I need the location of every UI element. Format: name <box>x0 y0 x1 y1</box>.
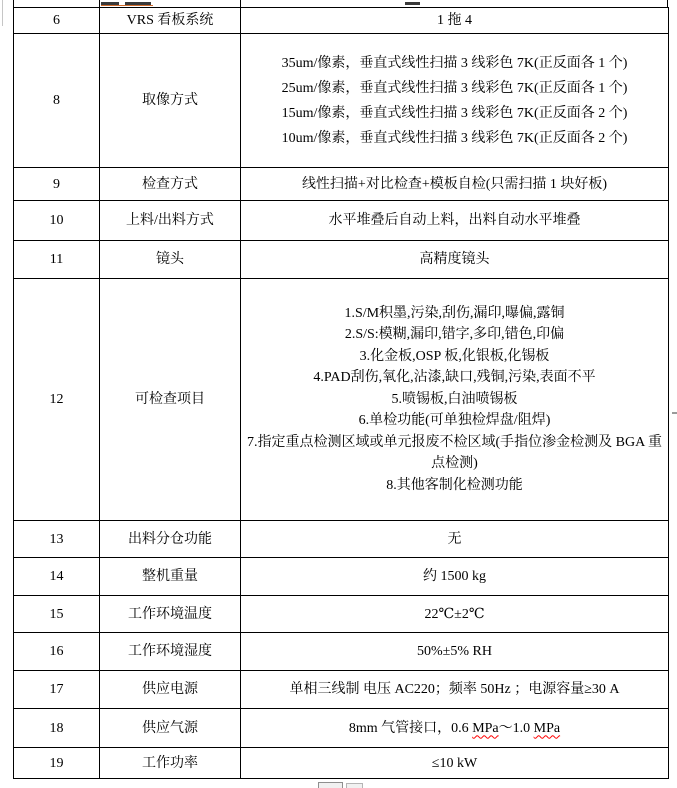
row-number-cell: 10 <box>14 201 100 241</box>
row-value-cell: 单相三线制 电压 AC220；频率 50Hz ；电源容量≥30 A <box>241 671 669 709</box>
row-value-cell: 1.S/M积墨,污染,刮伤,漏印,曝偏,露铜 2.S/S:模糊,漏印,错字,多印,错色,印偏 3.化金板,OSP 板,化银板,化锡板 4.PAD刮伤,氧化,沾漆,缺口,残铜,污染,表面不平 5.喷锡板,白油喷锡板 6.单检功能(可单独检焊盘/阻焊) 7.指定重点检测区域或单元报废不检区域(手指位渗金检测及 BGA 重 点检测) 8.其他客制化检测功能 <box>241 279 669 521</box>
page-boundary-line <box>2 0 3 26</box>
table-border-stub <box>99 0 100 7</box>
row-number-cell: 18 <box>14 709 100 748</box>
clipped-previous-row <box>13 0 668 7</box>
spec-row-12 <box>14 279 669 521</box>
row-value-cell: 水平堆叠后自动上料，出料自动水平堆叠 <box>241 201 669 241</box>
row-label-cell: 供应电源 <box>100 671 241 709</box>
row-value-cell: 50%±5% RH <box>241 633 669 671</box>
row-number-cell: 8 <box>14 34 100 168</box>
row-label-cell: 工作环境湿度 <box>100 633 241 671</box>
row-value-cell: 22℃±2℃ <box>241 596 669 633</box>
row-label-cell: 整机重量 <box>100 558 241 596</box>
row-label-cell: 工作功率 <box>100 748 241 779</box>
page-boundary-tick <box>672 412 677 414</box>
row-label-cell: 镜头 <box>100 241 241 279</box>
row-number-cell: 11 <box>14 241 100 279</box>
spec-row-11 <box>14 241 669 279</box>
clipped-next-page-remnant <box>346 783 363 788</box>
value-text: 8mm 气管接口，0.6 <box>348 720 473 736</box>
row-label-cell: 检查方式 <box>100 168 241 201</box>
spellcheck-squiggle: MPa <box>472 720 499 736</box>
row-number-cell: 6 <box>14 8 100 34</box>
clipped-squiggle-remnant <box>101 5 153 6</box>
row-number-cell: 9 <box>14 168 100 201</box>
spec-row-10 <box>14 201 669 241</box>
spec-row-13 <box>14 521 669 558</box>
row-label-cell: 上料/出料方式 <box>100 201 241 241</box>
table-border-stub <box>667 0 668 7</box>
spec-row-17 <box>14 671 669 709</box>
row-value-cell: 35um/像素，垂直式线性扫描 3 线彩色 7K(正反面各 1 个) 25um/像素，垂直式线性扫描 3 线彩色 7K(正反面各 1 个) 15um/像素，垂直式线性扫描 3 线彩色 7K(正反面各 2 个) 10um/像素，垂直式线性扫描 3 线彩色 7K(正反面各 2 个) <box>241 34 669 168</box>
specification-table <box>13 7 669 779</box>
clipped-next-page-remnant <box>318 782 343 788</box>
row-value-cell: 无 <box>241 521 669 558</box>
row-value-cell <box>241 709 669 748</box>
row-label-cell: 工作环境温度 <box>100 596 241 633</box>
row-value-cell: 约 1500 kg <box>241 558 669 596</box>
row-value-cell: 线性扫描+对比检查+模板自检(只需扫描 1 块好板) <box>241 168 669 201</box>
row-number-cell: 14 <box>14 558 100 596</box>
table-border-stub <box>240 0 241 7</box>
row-label-cell: 供应气源 <box>100 709 241 748</box>
spec-row-19 <box>14 748 669 779</box>
row-value-cell: 1 拖 4 <box>241 8 669 34</box>
spec-row-15 <box>14 596 669 633</box>
spec-table-body <box>14 8 669 779</box>
table-border-stub <box>13 0 14 7</box>
row-number-cell: 12 <box>14 279 100 521</box>
spec-row-16 <box>14 633 669 671</box>
row-number-cell: 13 <box>14 521 100 558</box>
row-number-cell: 16 <box>14 633 100 671</box>
row-number-cell: 19 <box>14 748 100 779</box>
row-number-cell: 17 <box>14 671 100 709</box>
spec-row-18 <box>14 709 669 748</box>
row-label-cell: 取像方式 <box>100 34 241 168</box>
row-label-cell: VRS 看板系统 <box>100 8 241 34</box>
row-label-cell: 可检查项目 <box>100 279 241 521</box>
spec-row-14 <box>14 558 669 596</box>
row-value-cell: 高精度镜头 <box>241 241 669 279</box>
value-text: ～1.0 <box>498 720 534 736</box>
spellcheck-squiggle: MPa <box>533 720 561 736</box>
row-label-cell: 出料分仓功能 <box>100 521 241 558</box>
clipped-text-remnant <box>405 2 420 5</box>
spec-row-9 <box>14 168 669 201</box>
row-number-cell: 15 <box>14 596 100 633</box>
spec-row-8 <box>14 34 669 168</box>
row-value-cell: ≤10 kW <box>241 748 669 779</box>
spec-row-6 <box>14 8 669 34</box>
